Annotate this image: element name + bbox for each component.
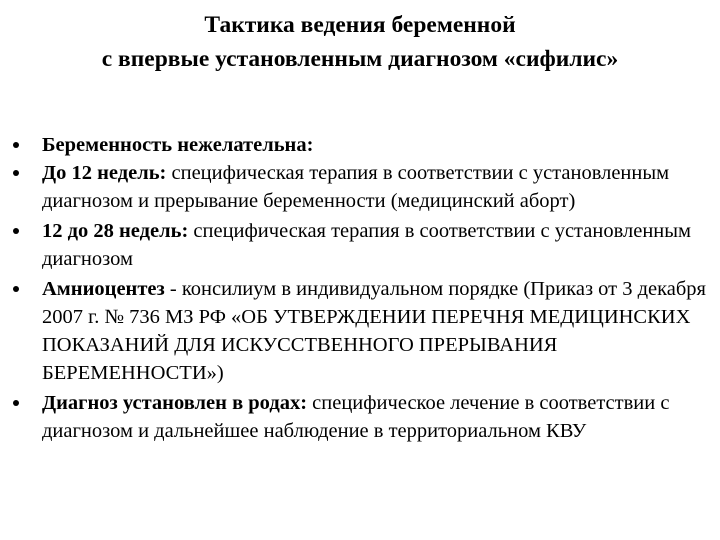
bullet-lead: Амниоцентез <box>42 278 165 300</box>
bullet-lead: 12 до 28 недель: <box>42 220 189 242</box>
bullet-item <box>0 217 720 273</box>
bullet-lead: Беременность нежелательна: <box>42 134 314 156</box>
bullet-dot-icon <box>13 400 19 406</box>
bullet-lead: Диагноз установлен в родах: <box>42 392 308 414</box>
title-line-1: Тактика ведения беременной <box>204 12 516 38</box>
bullet-dot-icon <box>13 170 19 176</box>
bullet-lead: До 12 недель: <box>42 162 167 184</box>
bullet-item <box>0 159 720 215</box>
title-line-2: с впервые установленным диагнозом «сифилис» <box>101 46 619 72</box>
bullet-item <box>0 389 720 445</box>
bullet-dot-icon <box>13 142 19 148</box>
slide-title <box>0 8 720 76</box>
bullet-text: специфическое лечение в соответствии с диагнозом и дальнейшее наблюдение в территориальном КВУ <box>42 392 670 442</box>
bullet-dot-icon <box>13 228 19 234</box>
bullet-text: специфическая терапия в соответствии с установленным диагнозом и прерывание беременности (медицинский аборт) <box>42 162 670 212</box>
bullet-item <box>0 131 720 159</box>
bullet-text: - консилиум в индивидуальном порядке (Приказ от 3 декабря 2007 г. № 736 МЗ РФ «ОБ УТВЕРЖДЕНИИ ПЕРЕЧНЯ МЕДИЦИНСКИХ ПОКАЗАНИЙ ДЛЯ ИСКУССТВЕННОГО ПРЕРЫВАНИЯ БЕРЕМЕННОСТИ») <box>42 278 706 384</box>
bullet-text: специфическая терапия в соответствии с установленным диагнозом <box>42 220 692 270</box>
bullet-item <box>0 275 720 387</box>
bullet-dot-icon <box>13 286 19 292</box>
bullet-list <box>0 131 720 445</box>
